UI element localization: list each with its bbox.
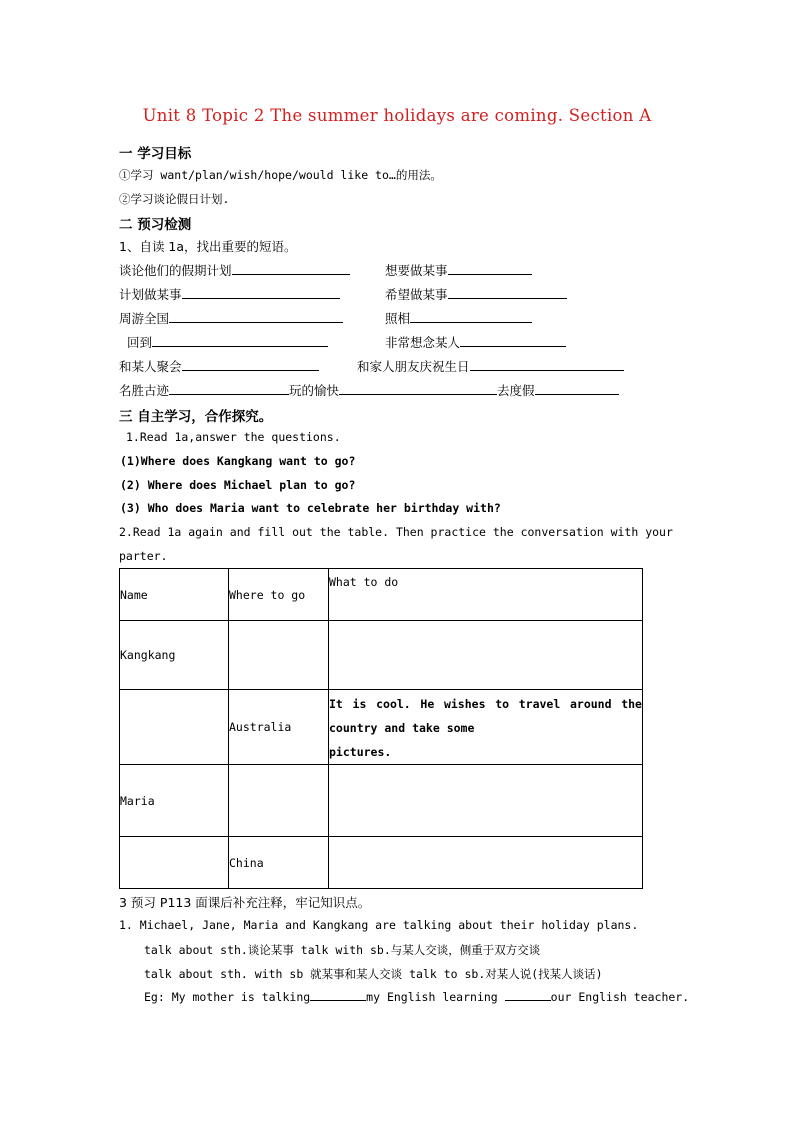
what-word: He	[420, 697, 435, 711]
what-word: travel	[518, 697, 561, 711]
blank-line[interactable]	[169, 382, 289, 395]
table-header-cell: Where to go	[229, 569, 329, 621]
table-row	[120, 621, 643, 690]
table-cell-where: Australia	[229, 690, 329, 765]
blank-line[interactable]	[169, 310, 343, 323]
note-3: talk about sth. with sb 就某事和某人交谈 talk to sb.对某人说(找某人谈话)	[144, 967, 603, 981]
phrase-label: 希望做某事	[385, 287, 448, 302]
phrase-row	[119, 357, 319, 375]
phrase-row	[119, 261, 350, 279]
phrase-label: 谈论他们的假期计划	[119, 263, 232, 278]
section-heading-study: 三 自主学习，合作探究。	[119, 409, 273, 425]
question-3: (3) Who does Maria want to celebrate her birthday with?	[120, 501, 501, 515]
table-cell-name[interactable]	[120, 690, 229, 765]
example-text: Eg: My mother is talking	[144, 990, 311, 1004]
blank-line[interactable]	[505, 990, 551, 1001]
note-2: talk about sth.谈论某事 talk with sb.与某人交谈，侧重于双方交谈	[144, 943, 541, 957]
phrase-label: 周游全国	[119, 311, 170, 326]
table-header-row	[120, 569, 643, 621]
blank-line[interactable]	[535, 382, 619, 395]
blank-line[interactable]	[182, 286, 340, 299]
page-title: Unit 8 Topic 2 The summer holidays are coming. Section A	[142, 106, 652, 125]
example-line	[144, 990, 689, 1004]
phrase-label: 想要做某事	[385, 263, 448, 278]
table-row	[120, 837, 643, 889]
table-cell-what	[329, 690, 643, 765]
blank-line[interactable]	[152, 334, 328, 347]
table-row	[120, 765, 643, 837]
blank-line[interactable]	[410, 310, 532, 323]
table-cell-where[interactable]	[229, 621, 329, 690]
example-text: our English teacher.	[550, 990, 690, 1004]
phrase-label: 玩的愉快	[289, 383, 340, 398]
phrase-label: 名胜古迹	[119, 383, 170, 398]
goal-1: ①学习 want/plan/wish/hope/would like to…的用法。	[119, 168, 442, 182]
section-heading-preview: 二 预习检测	[119, 217, 192, 233]
phrase-row	[119, 309, 343, 327]
blank-line[interactable]	[470, 358, 624, 371]
phrase-row	[385, 309, 532, 327]
what-word: cool.	[376, 697, 411, 711]
note-1: 1. Michael, Jane, Maria and Kangkang are talking about their holiday plans.	[119, 918, 639, 932]
section-heading-goals: 一 学习目标	[119, 146, 192, 162]
phrase-row	[385, 285, 567, 303]
table-cell-where: China	[229, 837, 329, 889]
goal-2: ②学习谈论假日计划.	[119, 192, 230, 206]
what-line-3: pictures.	[329, 745, 392, 759]
notes-heading: 3 预习 P113 面课后补充注释，牢记知识点。	[119, 895, 371, 910]
task-2-line-1: 2.Read 1a again and fill out the table. Then practice the conversation with your	[119, 525, 673, 539]
fill-in-table	[119, 568, 643, 889]
table-header-cell: Name	[120, 569, 229, 621]
phrase-label: 去度假	[497, 383, 535, 398]
phrase-label: 非常想念某人	[385, 335, 461, 350]
phrase-row	[385, 333, 566, 351]
table-cell-what[interactable]	[329, 837, 643, 889]
task-2-line-2: parter.	[119, 549, 168, 563]
what-line-2: country and take some	[329, 721, 475, 735]
phrase-label: 回到	[127, 335, 153, 350]
table-row	[120, 690, 643, 765]
what-word: the	[621, 697, 642, 711]
phrase-row	[357, 357, 624, 375]
blank-line[interactable]	[448, 286, 567, 299]
question-1: (1)Where does Kangkang want to go?	[120, 454, 356, 468]
phrase-row	[127, 333, 328, 351]
what-word: It	[329, 697, 343, 711]
what-word: is	[352, 697, 367, 711]
task-1: 1.Read 1a,answer the questions.	[126, 430, 341, 444]
what-word: to	[495, 697, 510, 711]
what-word: around	[569, 697, 612, 711]
blank-line[interactable]	[310, 990, 366, 1001]
phrase-label: 照相	[385, 311, 411, 326]
phrase-row	[119, 285, 340, 303]
question-2: (2) Where does Michael plan to go?	[120, 478, 356, 492]
what-word: wishes	[443, 697, 486, 711]
table-cell-what[interactable]	[329, 765, 643, 837]
blank-line[interactable]	[232, 262, 350, 275]
table-cell-where[interactable]	[229, 765, 329, 837]
blank-line[interactable]	[448, 262, 532, 275]
table-cell-name: Kangkang	[120, 621, 229, 690]
phrase-label: 和某人聚会	[119, 359, 182, 374]
phrase-row	[385, 261, 532, 279]
phrase-row	[119, 381, 619, 399]
blank-line[interactable]	[460, 334, 566, 347]
table-cell-name[interactable]	[120, 837, 229, 889]
what-line-1	[329, 692, 642, 716]
blank-line[interactable]	[182, 358, 319, 371]
preview-instruction: 1、自读 1a，找出重要的短语。	[119, 239, 297, 254]
table-cell-name: Maria	[120, 765, 229, 837]
blank-line[interactable]	[339, 382, 497, 395]
table-header-cell: What to do	[329, 569, 643, 621]
table-cell-what[interactable]	[329, 621, 643, 690]
phrase-label: 和家人朋友庆祝生日	[357, 359, 470, 374]
example-text: my English learning	[366, 990, 498, 1004]
phrase-label: 计划做某事	[119, 287, 182, 302]
